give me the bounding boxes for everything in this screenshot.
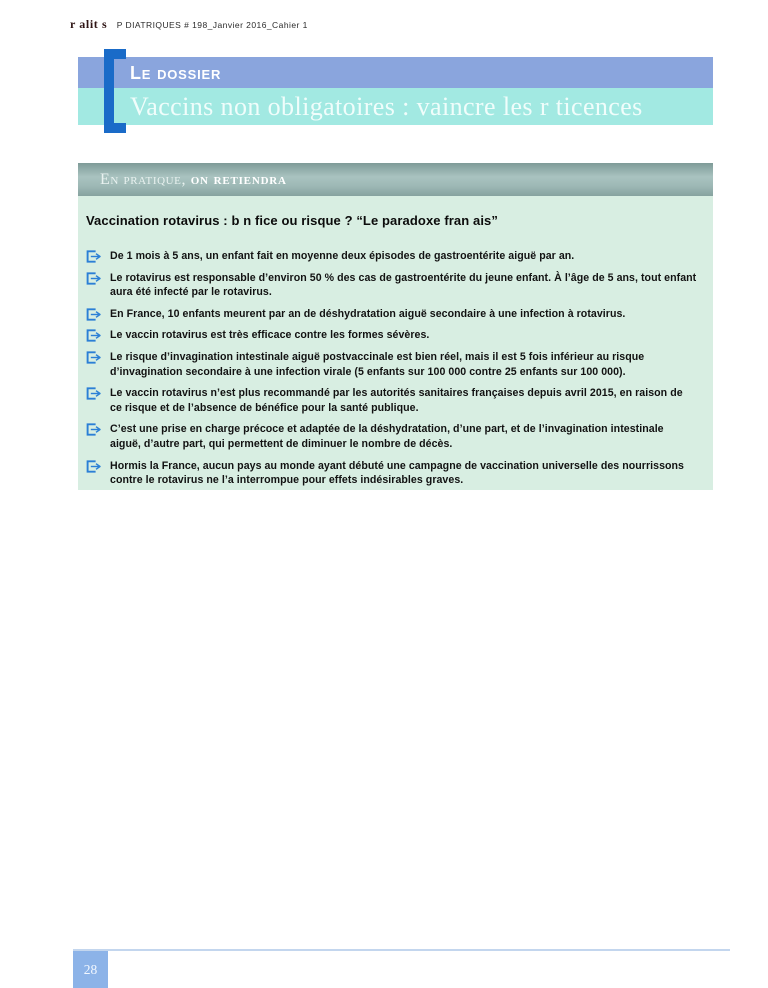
practice-bar-emphasis: on retiendra xyxy=(190,170,287,188)
list-item xyxy=(86,271,697,300)
bracket-arrow-icon xyxy=(86,351,102,364)
list-item xyxy=(86,422,697,451)
bracket-arrow-icon xyxy=(86,272,102,285)
page-number: 28 xyxy=(83,961,98,977)
list-item xyxy=(86,459,697,488)
list-item xyxy=(86,328,697,343)
bullet-text: Le vaccin rotavirus n’est plus recommandé par les autorités sanitaires françaises depuis avril 2015, en raison de ce risque et de l’absence de bénéfice pour la santé publique. xyxy=(110,387,683,414)
bullet-text: Le vaccin rotavirus est très efficace contre les formes sévères. xyxy=(110,329,430,342)
list-item xyxy=(86,386,697,415)
list-item xyxy=(86,249,697,264)
dossier-kicker-bar xyxy=(78,57,713,88)
bullet-text: Hormis la France, aucun pays au monde ayant débuté une campagne de vaccination universelle des nourrissons contre le rotavirus ne l’a interrompue pour effets indésirables graves. xyxy=(110,459,685,487)
issue-info: P DIATRIQUES # 198_Janvier 2016_Cahier 1 xyxy=(116,20,308,30)
dossier-title: Vaccins non obligatoires : vaincre les r ticences xyxy=(130,91,643,121)
practice-bar xyxy=(78,163,713,196)
bracket-arrow-icon xyxy=(86,460,102,473)
summary-title: Vaccination rotavirus : b n fice ou risque ? “Le paradoxe fran ais” xyxy=(86,213,498,228)
bracket-arrow-icon xyxy=(86,329,102,342)
bracket-arrow-icon xyxy=(86,387,102,400)
page-number-badge xyxy=(73,951,108,988)
bullet-text: Le rotavirus est responsable d’environ 50 % des cas de gastroentérite du jeune enfant. À l’âge de 5 ans, tout enfant aura été infecté par le rotavirus. xyxy=(110,271,697,299)
masthead xyxy=(70,15,308,33)
dossier-title-bar xyxy=(78,88,713,125)
dossier-kicker: Le dossier xyxy=(130,62,222,83)
bracket-icon xyxy=(104,49,126,133)
list-item xyxy=(86,307,697,322)
bullet-text: De 1 mois à 5 ans, un enfant fait en moyenne deux épisodes de gastroentérite aiguë par an. xyxy=(110,250,575,262)
practice-bar-lead: En pratique, xyxy=(100,170,191,188)
summary-box xyxy=(78,196,713,490)
bracket-arrow-icon xyxy=(86,250,102,263)
bracket-arrow-icon xyxy=(86,308,102,321)
summary-list xyxy=(86,249,697,488)
footer-rule xyxy=(73,949,730,951)
bullet-text: En France, 10 enfants meurent par an de déshydratation aiguë secondaire à une infection à rotavirus. xyxy=(110,307,626,320)
bracket-arrow-icon xyxy=(86,423,102,436)
list-item xyxy=(86,350,697,379)
journal-brand: r alit s xyxy=(70,17,108,31)
dossier-header xyxy=(78,57,713,125)
bullet-text: Le risque d’invagination intestinale aiguë postvaccinale est bien réel, mais il est 5 fois inférieur au risque d’invagination secondaire à une infection virale (5 enfants sur 100 000 contre 25 enfants sur 100 000). xyxy=(110,351,645,378)
bullet-text: C’est une prise en charge précoce et adaptée de la déshydratation, d’une part, et de l’invagination intestinale aiguë, d’autre part, qui permettent de diminuer le nombre de décès. xyxy=(110,423,664,451)
